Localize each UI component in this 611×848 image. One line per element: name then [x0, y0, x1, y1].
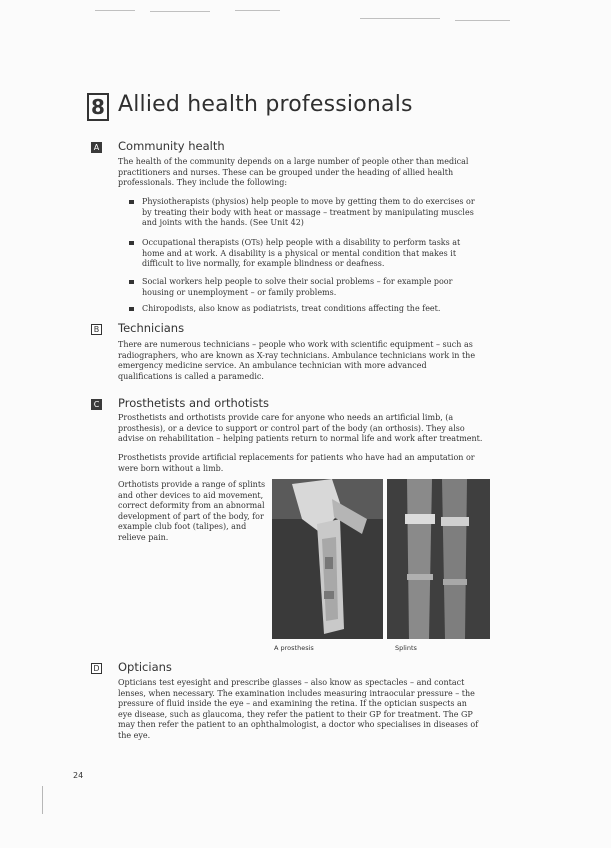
section-a-bullet	[142, 238, 482, 270]
scan-artifact	[150, 11, 210, 12]
prosthesis-photo	[272, 479, 383, 639]
section-d-title: Opticians	[118, 660, 172, 674]
bullet-icon	[129, 307, 134, 311]
section-a-letter: A	[91, 142, 102, 153]
section-a-bullet	[142, 197, 482, 229]
caption-prosthesis: A prosthesis	[274, 644, 314, 652]
section-c-letter: C	[91, 399, 102, 410]
section-c-para3: Orthotists provide a range of splints and other devices to aid movement, correct deformity from an abnormal development of part of the body, for example club foot (talipes), and relieve pain.	[118, 480, 266, 542]
section-d-body: Opticians test eyesight and prescribe glasses – also know as spectacles – and contact lenses, when necessary. The examination includes measuring intraocular pressure – the pressure of fluid inside the eye – and examining the retina. If the optician suspects an eye disease, such as glaucoma, they refer the patient to their GP for treatment. The GP may then refer the patient to an ophthalmologist, a doctor who specialises in diseases of the eye.	[118, 678, 479, 740]
bullet-text: Chiropodists, also know as podiatrists, treat conditions affecting the feet.	[142, 304, 441, 313]
caption-splints: Splints	[395, 644, 417, 652]
section-b-body: There are numerous technicians – people who work with scientific equipment – such as radiographers, who are known as X-ray technicians. Ambulance technicians work in the emergency medicine service. An ambulance technician with more advanced qualifications is called a paramedic.	[118, 340, 476, 381]
section-c-title: Prosthetists and orthotists	[118, 396, 270, 410]
section-c-para1: Prosthetists and orthotists provide care for anyone who needs an artificial limb, (a prosthesis), or a device to support or control part of the body (an orthosis). They also advise on rehabilitation – helping patients return to normal life and work after treatment.	[118, 413, 483, 444]
splints-photo	[387, 479, 490, 639]
section-a-intro: The health of the community depends on a large number of people other than medical practitioners and nurses. These can be grouped under the heading of allied health professionals. They include the following:	[118, 157, 469, 188]
section-b-letter: B	[91, 324, 102, 335]
chapter-title: Allied health professionals	[118, 92, 413, 117]
section-a-title: Community health	[118, 139, 225, 153]
scan-artifact	[235, 10, 280, 11]
bullet-text: Social workers help people to solve their social problems – for example poor housing or unemployment – or family problems.	[142, 277, 453, 297]
section-d-letter: D	[91, 663, 102, 674]
section-b-title: Technicians	[118, 321, 185, 335]
bullet-icon	[129, 241, 134, 245]
section-a-bullet	[142, 304, 482, 315]
chapter-number: 8	[87, 93, 109, 121]
page-number: 24	[73, 771, 84, 780]
bullet-text: Physiotherapists (physios) help people to move by getting them to do exercises or by treating their body with heat or massage – treatment by manipulating muscles and joints with the hands. (See Unit 42)	[142, 197, 475, 228]
splints-illustration	[387, 479, 490, 639]
bullet-icon	[129, 200, 134, 204]
prosthesis-illustration	[272, 479, 383, 639]
section-c-para2: Prosthetists provide artificial replacements for patients who have had an amputation or were born without a limb.	[118, 453, 475, 473]
scan-artifact	[455, 20, 510, 21]
bullet-text: Occupational therapists (OTs) help people with a disability to perform tasks at home and at work. A disability is a physical or mental condition that makes it difficult to live normally, for example blindness or deafness.	[142, 238, 461, 269]
bullet-icon	[129, 280, 134, 284]
scan-artifact	[42, 786, 43, 814]
section-a-bullet	[142, 277, 482, 298]
scan-artifact	[95, 10, 135, 11]
scan-artifact	[360, 18, 440, 19]
